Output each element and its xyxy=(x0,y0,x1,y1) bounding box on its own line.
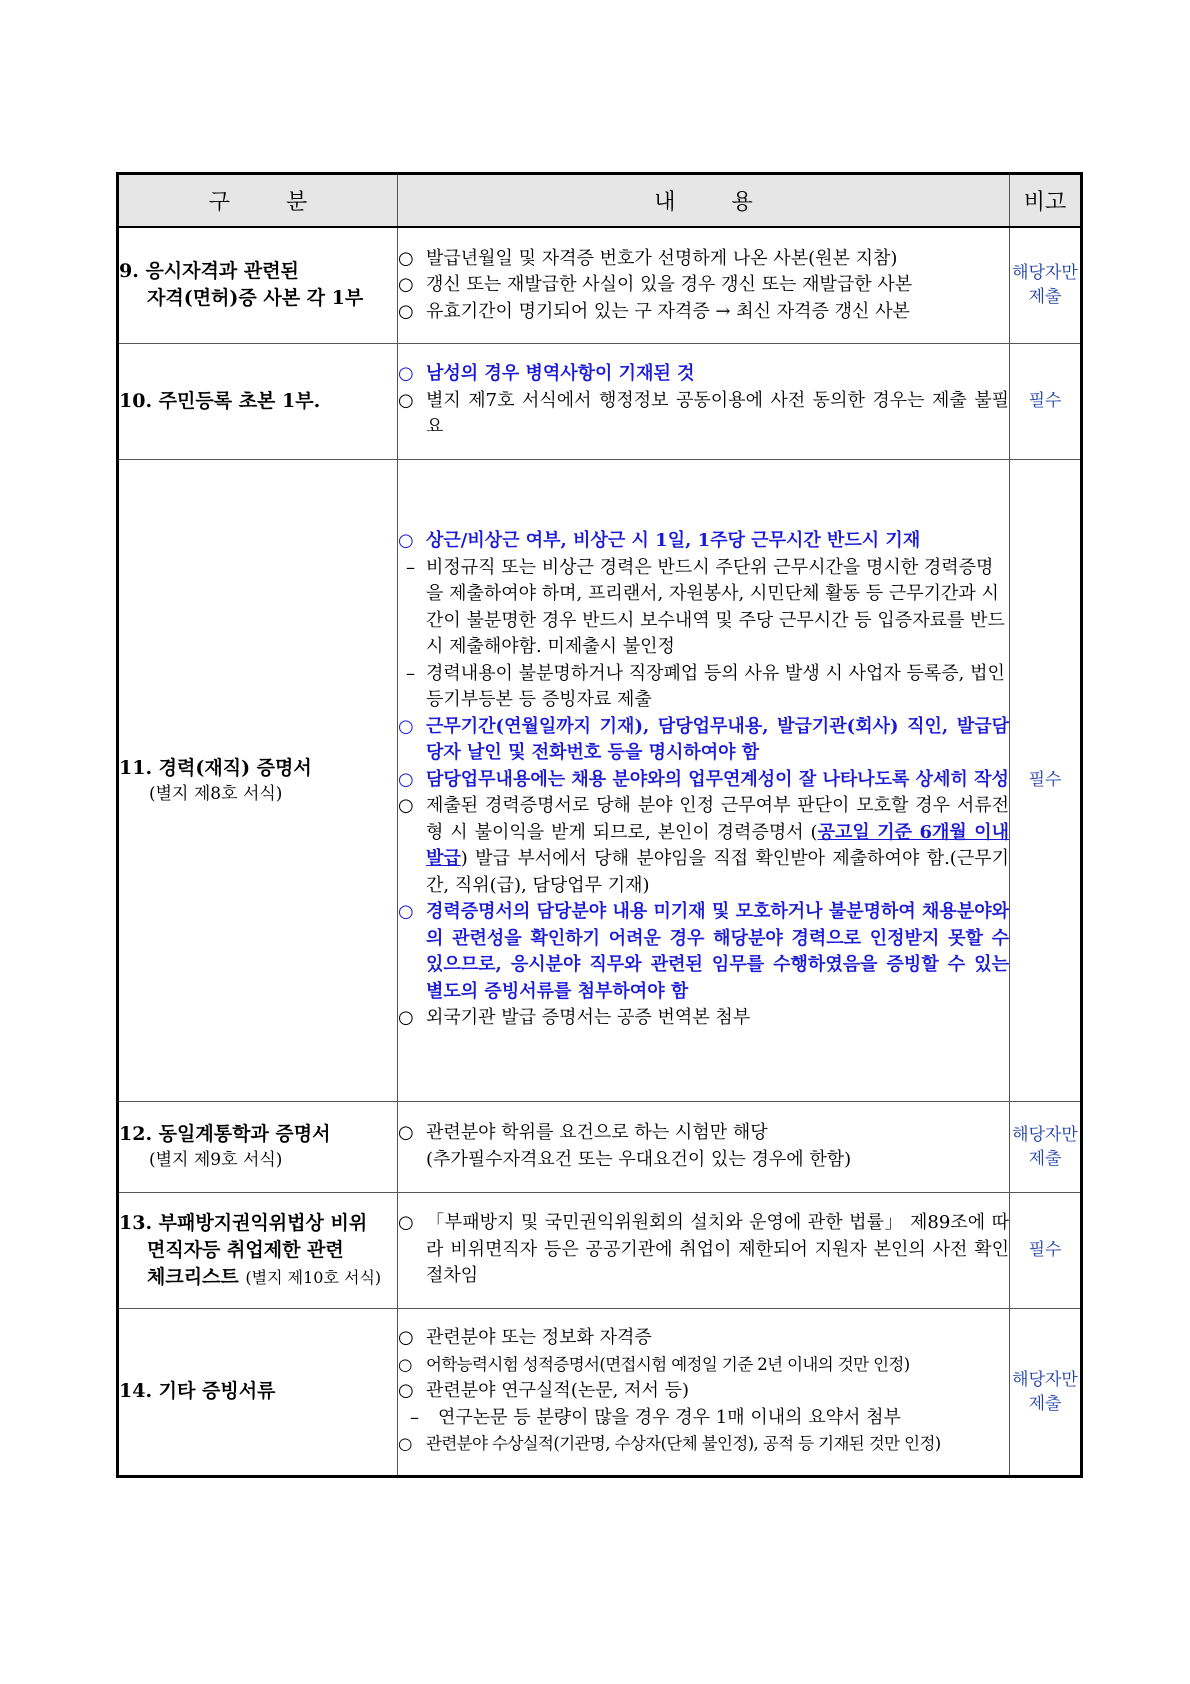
highlight-text: 공고일 기준 6개월 이내 발급 xyxy=(426,821,1009,870)
category-title: 14. 기타 증빙서류 xyxy=(119,1380,276,1402)
list-item: ○ 관련분야 연구실적(논문, 저서 등) xyxy=(398,1378,1009,1405)
category-form-ref: (별지 제8호 서식) xyxy=(149,783,283,804)
row-note xyxy=(1010,1308,1082,1476)
row-note xyxy=(1010,343,1082,459)
row-category xyxy=(118,1192,398,1308)
list-item-text: 제출된 경력증명서로 당해 분야 인정 근무여부 판단이 모호할 경우 서류전형 시 불이익을 받게 되므로, 본인이 경력증명서 xyxy=(426,795,1009,843)
list-item-text: ) 발급 부서에서 당해 분야임을 직접 확인받아 제출하여야 함.(근무기간, 직위(급), 담당업무 기재) xyxy=(426,848,1009,896)
row-content xyxy=(398,227,1010,343)
row-note xyxy=(1010,459,1082,1101)
note-text: 제출 xyxy=(1028,287,1062,308)
row-content xyxy=(398,1101,1010,1192)
list-item: ○ 외국기관 발급 증명서는 공증 번역본 첨부 xyxy=(398,1005,1009,1032)
category-form-ref: (별지 제9호 서식) xyxy=(149,1150,283,1170)
category-title: 10. 주민등록 초본 1부. xyxy=(119,389,321,412)
note-text: 제출 xyxy=(1028,1393,1062,1414)
table-row xyxy=(118,1101,1082,1192)
row-category xyxy=(118,1101,398,1192)
table-row xyxy=(118,227,1082,343)
list-item: ○ 상근/비상근 여부, 비상근 시 1일, 1주당 근무시간 반드시 기재 xyxy=(398,528,1009,555)
header-category: 구 분 xyxy=(118,174,398,228)
table-row xyxy=(118,459,1082,1101)
list-item: ○ 어학능력시험 성적증명서(면접시험 예정일 기준 2년 이내의 것만 인정) xyxy=(398,1352,1009,1379)
list-item xyxy=(398,793,1009,899)
document-table xyxy=(116,172,1083,1478)
note-text: 해당자만 xyxy=(1012,1124,1078,1145)
note-text: 해당자만 xyxy=(1012,1369,1078,1390)
row-category xyxy=(118,1308,398,1476)
row-category xyxy=(118,227,398,343)
note-text: 필수 xyxy=(1028,1240,1062,1260)
category-title: 11. 경력(재직) 증명서 xyxy=(119,756,312,779)
list-item-text: ( xyxy=(810,821,818,843)
list-item-cont: (추가필수자격요건 또는 우대요건이 있는 경우에 한함) xyxy=(426,1148,852,1170)
row-content xyxy=(398,1308,1010,1476)
note-text: 필수 xyxy=(1028,770,1062,790)
header-content: 내 용 xyxy=(398,174,1010,228)
table-row xyxy=(118,1308,1082,1476)
row-note xyxy=(1010,1192,1082,1308)
table-row xyxy=(118,343,1082,459)
note-text: 해당자만 xyxy=(1012,263,1078,284)
list-item: ○ 남성의 경우 병역사항이 기재된 것 xyxy=(398,361,1009,388)
category-title-cont: 체크리스트 xyxy=(147,1265,239,1288)
note-text: 제출 xyxy=(1028,1148,1062,1169)
sub-list-item: – 경력내용이 불분명하거나 직장폐업 등의 사유 발생 시 사업자 등록증, 법인등기부등본 등 증빙자료 제출 xyxy=(398,661,1009,714)
row-content xyxy=(398,1192,1010,1308)
row-category xyxy=(118,459,398,1101)
list-item: ○ 담당업무내용에는 채용 분야와의 업무연계성이 잘 나타나도록 상세히 작성 xyxy=(398,767,1009,794)
row-note xyxy=(1010,227,1082,343)
category-title: 9. 응시자격과 관련된 xyxy=(119,260,299,283)
table-header-row xyxy=(118,174,1082,228)
category-title-cont: 자격(면허)증 사본 각 1부 xyxy=(147,287,364,310)
row-note xyxy=(1010,1101,1082,1192)
list-item: ○ 관련분야 학위를 요건으로 하는 시험만 해당 xyxy=(398,1120,1009,1147)
table-row xyxy=(118,1192,1082,1308)
category-form-ref: (별지 제10호 서식) xyxy=(245,1267,382,1287)
list-item: ○ 경력증명서의 담당분야 내용 미기재 및 모호하거나 불분명하여 채용분야와의 관련성을 확인하기 어려운 경우 해당분야 경력으로 인정받지 못할 수 있으므로, 응시분야 직무와 관련된 임무를 수행하였음을 증빙할 수 있는 별도의 증빙서류를 첨부하여야 함 xyxy=(398,899,1009,1005)
category-title-cont: 면직자등 취업제한 관련 xyxy=(147,1238,344,1261)
list-item: ○ 갱신 또는 재발급한 사실이 있을 경우 갱신 또는 재발급한 사본 xyxy=(398,272,1009,299)
row-content xyxy=(398,459,1010,1101)
list-item: ○ 별지 제7호 서식에서 행정정보 공동이용에 사전 동의한 경우는 제출 불필요 xyxy=(398,388,1009,441)
list-item: ○ 관련분야 수상실적(기관명, 수상자(단체 불인정), 공적 등 기재된 것만 인정) xyxy=(398,1431,1009,1458)
sub-list-item: – 연구논문 등 분량이 많을 경우 경우 1매 이내의 요약서 첨부 xyxy=(398,1405,1009,1432)
list-item: ○ 유효기간이 명기되어 있는 구 자격증 → 최신 자격증 갱신 사본 xyxy=(398,299,1009,326)
category-title: 13. 부패방지권익위법상 비위 xyxy=(119,1211,368,1234)
row-category xyxy=(118,343,398,459)
sub-list-item: – 비정규직 또는 비상근 경력은 반드시 주단위 근무시간을 명시한 경력증명을 제출하여야 하며, 프리랜서, 자원봉사, 시민단체 활동 등 근무기간과 시간이 불분명한 경우 반드시 보수내역 및 주당 근무시간 등 입증자료를 반드시 제출해야함. 미제출시 불인정 xyxy=(398,555,1009,661)
list-item: ○ 「부패방지 및 국민권익위원회의 설치와 운영에 관한 법률」 제89조에 따라 비위면직자 등은 공공기관에 취업이 제한되어 지원자 본인의 사전 확인 절차임 xyxy=(398,1210,1009,1290)
header-note: 비고 xyxy=(1010,174,1082,228)
list-item: ○ 근무기간(연월일까지 기재), 담당업무내용, 발급기관(회사) 직인, 발급담당자 날인 및 전화번호 등을 명시하여야 함 xyxy=(398,714,1009,767)
category-title-cont xyxy=(119,1264,397,1291)
list-item: ○ 발급년월일 및 자격증 번호가 선명하게 나온 사본(원본 지참) xyxy=(398,246,1009,273)
category-title: 12. 동일계통학과 증명서 xyxy=(119,1123,331,1145)
note-text: 필수 xyxy=(1028,391,1062,411)
row-content xyxy=(398,343,1010,459)
list-item: ○ 관련분야 또는 정보화 자격증 xyxy=(398,1325,1009,1352)
